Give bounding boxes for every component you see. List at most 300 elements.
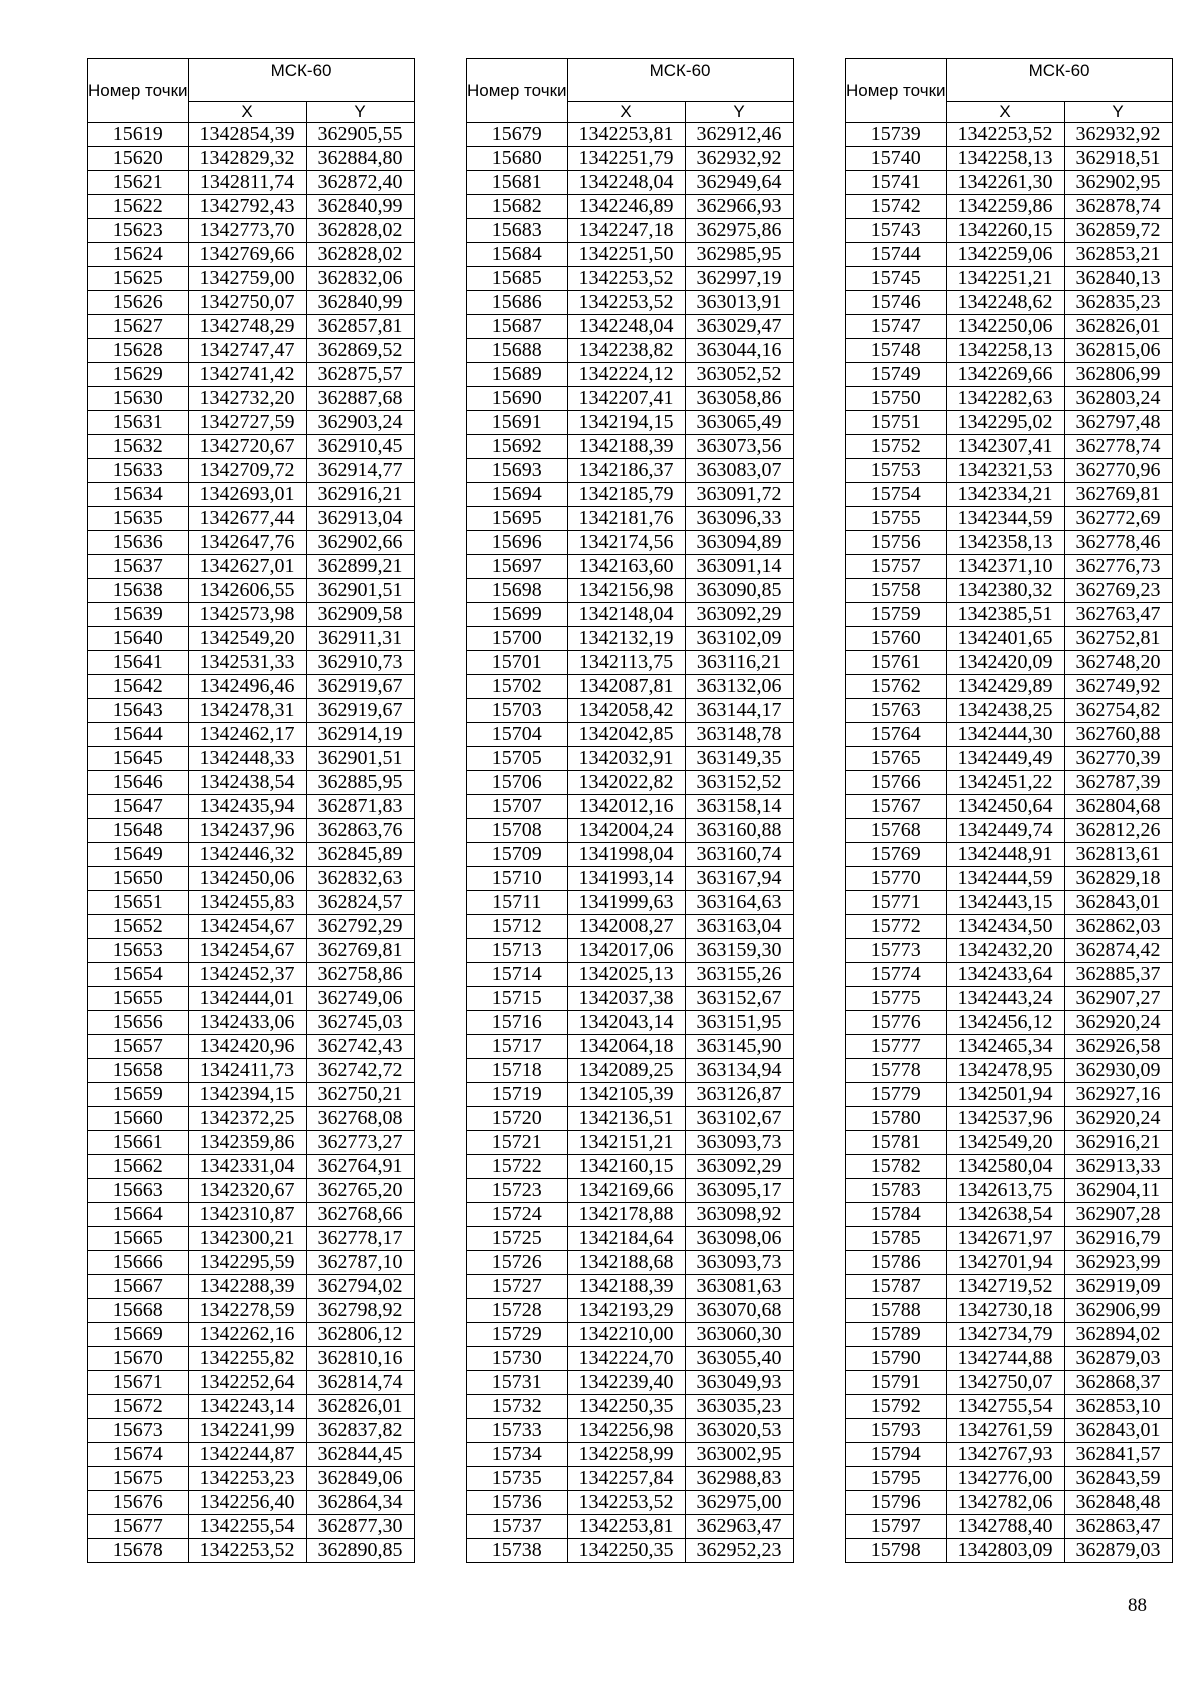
table-row — [846, 1059, 1173, 1083]
x-coordinate-cell: 1342250,35 — [567, 1539, 685, 1563]
table-row — [846, 363, 1173, 387]
table-row — [467, 1203, 794, 1227]
table-row — [467, 747, 794, 771]
point-number-cell: 15714 — [467, 963, 568, 987]
y-coordinate-cell: 362890,85 — [306, 1539, 414, 1563]
y-coordinate-cell: 362806,99 — [1064, 363, 1172, 387]
point-number-cell: 15622 — [88, 195, 189, 219]
y-coordinate-cell: 362966,93 — [685, 195, 793, 219]
table-row — [846, 627, 1173, 651]
coordinates-table-1 — [87, 58, 415, 1563]
x-coordinate-cell: 1342017,06 — [567, 939, 685, 963]
point-number-cell: 15713 — [467, 939, 568, 963]
table-row — [88, 507, 415, 531]
point-number-cell: 15781 — [846, 1131, 947, 1155]
table-row — [846, 1299, 1173, 1323]
y-coordinate-cell: 363148,78 — [685, 723, 793, 747]
x-coordinate-cell: 1342261,30 — [946, 171, 1064, 195]
point-number-cell: 15647 — [88, 795, 189, 819]
x-coordinate-cell: 1342462,17 — [188, 723, 306, 747]
table-row — [467, 1371, 794, 1395]
table-row — [467, 1395, 794, 1419]
y-coordinate-cell: 362828,02 — [306, 243, 414, 267]
point-number-cell: 15630 — [88, 387, 189, 411]
point-number-cell: 15697 — [467, 555, 568, 579]
point-number-cell: 15790 — [846, 1347, 947, 1371]
y-coordinate-cell: 362910,45 — [306, 435, 414, 459]
table-row — [467, 1059, 794, 1083]
point-number-cell: 15694 — [467, 483, 568, 507]
x-coordinate-cell: 1342169,66 — [567, 1179, 685, 1203]
x-column-header: X — [946, 102, 1064, 123]
x-coordinate-cell: 1342248,04 — [567, 171, 685, 195]
point-number-cell: 15664 — [88, 1203, 189, 1227]
y-coordinate-cell: 362920,24 — [1064, 1107, 1172, 1131]
point-number-cell: 15638 — [88, 579, 189, 603]
x-coordinate-cell: 1342434,50 — [946, 915, 1064, 939]
x-coordinate-cell: 1342444,30 — [946, 723, 1064, 747]
point-number-cell: 15663 — [88, 1179, 189, 1203]
table-row — [846, 939, 1173, 963]
y-coordinate-cell: 362863,47 — [1064, 1515, 1172, 1539]
x-coordinate-cell: 1342307,41 — [946, 435, 1064, 459]
y-coordinate-cell: 362932,92 — [1064, 123, 1172, 147]
point-number-cell: 15718 — [467, 1059, 568, 1083]
y-coordinate-cell: 363159,30 — [685, 939, 793, 963]
y-coordinate-cell: 362918,51 — [1064, 147, 1172, 171]
table-row — [846, 243, 1173, 267]
point-number-cell: 15666 — [88, 1251, 189, 1275]
table-row — [846, 1203, 1173, 1227]
y-coordinate-cell: 362813,61 — [1064, 843, 1172, 867]
y-coordinate-cell: 362845,89 — [306, 843, 414, 867]
x-coordinate-cell: 1342454,67 — [188, 939, 306, 963]
table-row — [467, 1083, 794, 1107]
table-row — [846, 1467, 1173, 1491]
y-coordinate-cell: 362975,86 — [685, 219, 793, 243]
table-row — [88, 147, 415, 171]
point-number-cell: 15761 — [846, 651, 947, 675]
y-coordinate-cell: 362916,21 — [306, 483, 414, 507]
x-coordinate-cell: 1342438,54 — [188, 771, 306, 795]
point-number-cell: 15627 — [88, 315, 189, 339]
x-coordinate-cell: 1342829,32 — [188, 147, 306, 171]
point-number-cell: 15710 — [467, 867, 568, 891]
point-number-cell: 15712 — [467, 915, 568, 939]
x-coordinate-cell: 1342224,12 — [567, 363, 685, 387]
y-coordinate-cell: 362749,92 — [1064, 675, 1172, 699]
table-row — [846, 555, 1173, 579]
y-coordinate-cell: 362769,23 — [1064, 579, 1172, 603]
point-number-cell: 15773 — [846, 939, 947, 963]
table-row — [467, 867, 794, 891]
y-coordinate-cell: 362849,06 — [306, 1467, 414, 1491]
y-coordinate-cell: 362912,46 — [685, 123, 793, 147]
x-coordinate-cell: 1342058,42 — [567, 699, 685, 723]
x-coordinate-cell: 1342720,67 — [188, 435, 306, 459]
point-number-cell: 15762 — [846, 675, 947, 699]
x-column-header: X — [188, 102, 306, 123]
x-coordinate-cell: 1342181,76 — [567, 507, 685, 531]
x-coordinate-cell: 1342331,04 — [188, 1155, 306, 1179]
x-coordinate-cell: 1342693,01 — [188, 483, 306, 507]
y-coordinate-cell: 362885,95 — [306, 771, 414, 795]
table-row — [467, 843, 794, 867]
point-number-cell: 15661 — [88, 1131, 189, 1155]
table-row — [467, 1323, 794, 1347]
x-coordinate-cell: 1342248,62 — [946, 291, 1064, 315]
x-coordinate-cell: 1342531,33 — [188, 651, 306, 675]
x-coordinate-cell: 1342429,89 — [946, 675, 1064, 699]
point-number-cell: 15748 — [846, 339, 947, 363]
y-coordinate-cell: 362798,92 — [306, 1299, 414, 1323]
point-number-cell: 15708 — [467, 819, 568, 843]
table-row — [88, 483, 415, 507]
y-coordinate-cell: 363083,07 — [685, 459, 793, 483]
x-coordinate-cell: 1342501,94 — [946, 1083, 1064, 1107]
point-number-cell: 15725 — [467, 1227, 568, 1251]
point-number-cell: 15634 — [88, 483, 189, 507]
x-coordinate-cell: 1342256,98 — [567, 1419, 685, 1443]
point-number-cell: 15675 — [88, 1467, 189, 1491]
x-coordinate-cell: 1342188,68 — [567, 1251, 685, 1275]
y-coordinate-cell: 362826,01 — [306, 1395, 414, 1419]
table-row — [467, 699, 794, 723]
y-coordinate-cell: 362926,58 — [1064, 1035, 1172, 1059]
x-coordinate-cell: 1342443,15 — [946, 891, 1064, 915]
point-number-cell: 15619 — [88, 123, 189, 147]
table-row — [88, 171, 415, 195]
table-row — [846, 1347, 1173, 1371]
table-row — [846, 1323, 1173, 1347]
x-coordinate-cell: 1342251,79 — [567, 147, 685, 171]
table-row — [88, 915, 415, 939]
table-row — [846, 843, 1173, 867]
point-number-header: Номер точки — [88, 59, 189, 123]
x-coordinate-cell: 1342188,39 — [567, 1275, 685, 1299]
table-body — [846, 123, 1173, 1563]
x-coordinate-cell: 1342064,18 — [567, 1035, 685, 1059]
table-row — [846, 339, 1173, 363]
point-number-cell: 15742 — [846, 195, 947, 219]
y-coordinate-cell: 362853,10 — [1064, 1395, 1172, 1419]
x-coordinate-cell: 1342444,59 — [946, 867, 1064, 891]
x-coordinate-cell: 1342207,41 — [567, 387, 685, 411]
x-coordinate-cell: 1342185,79 — [567, 483, 685, 507]
y-coordinate-cell: 362806,12 — [306, 1323, 414, 1347]
y-coordinate-cell: 363098,06 — [685, 1227, 793, 1251]
table-row — [467, 1251, 794, 1275]
table-row — [467, 1491, 794, 1515]
x-coordinate-cell: 1342446,32 — [188, 843, 306, 867]
point-number-cell: 15690 — [467, 387, 568, 411]
table-row — [846, 219, 1173, 243]
y-coordinate-cell: 362877,30 — [306, 1515, 414, 1539]
table-row — [88, 1539, 415, 1563]
x-coordinate-cell: 1342606,55 — [188, 579, 306, 603]
x-coordinate-cell: 1342496,46 — [188, 675, 306, 699]
x-coordinate-cell: 1342160,15 — [567, 1155, 685, 1179]
table-row — [88, 867, 415, 891]
x-coordinate-cell: 1342247,18 — [567, 219, 685, 243]
x-coordinate-cell: 1342244,87 — [188, 1443, 306, 1467]
point-number-cell: 15726 — [467, 1251, 568, 1275]
table-row — [88, 1299, 415, 1323]
point-number-cell: 15639 — [88, 603, 189, 627]
y-coordinate-cell: 363020,53 — [685, 1419, 793, 1443]
x-coordinate-cell: 1342773,70 — [188, 219, 306, 243]
x-coordinate-cell: 1342438,25 — [946, 699, 1064, 723]
point-number-cell: 15667 — [88, 1275, 189, 1299]
table-row — [88, 939, 415, 963]
table-row — [88, 1323, 415, 1347]
table-row — [467, 627, 794, 651]
x-coordinate-cell: 1342450,64 — [946, 795, 1064, 819]
x-coordinate-cell: 1342043,14 — [567, 1011, 685, 1035]
table-row — [467, 1107, 794, 1131]
table-row — [88, 771, 415, 795]
x-coordinate-cell: 1342246,89 — [567, 195, 685, 219]
y-coordinate-cell: 362869,52 — [306, 339, 414, 363]
x-coordinate-cell: 1342042,85 — [567, 723, 685, 747]
y-coordinate-cell: 363152,52 — [685, 771, 793, 795]
x-coordinate-cell: 1342295,59 — [188, 1251, 306, 1275]
y-coordinate-cell: 362872,40 — [306, 171, 414, 195]
y-coordinate-cell: 362885,37 — [1064, 963, 1172, 987]
x-coordinate-cell: 1342253,81 — [567, 123, 685, 147]
point-number-cell: 15737 — [467, 1515, 568, 1539]
point-number-cell: 15649 — [88, 843, 189, 867]
table-row — [846, 699, 1173, 723]
table-row — [88, 1419, 415, 1443]
y-coordinate-cell: 362787,39 — [1064, 771, 1172, 795]
point-number-cell: 15636 — [88, 531, 189, 555]
x-coordinate-cell: 1342677,44 — [188, 507, 306, 531]
table-row — [846, 1275, 1173, 1299]
point-number-cell: 15765 — [846, 747, 947, 771]
y-coordinate-cell: 362864,34 — [306, 1491, 414, 1515]
x-coordinate-cell: 1342250,35 — [567, 1395, 685, 1419]
y-coordinate-cell: 362763,47 — [1064, 603, 1172, 627]
x-coordinate-cell: 1342253,52 — [946, 123, 1064, 147]
y-coordinate-cell: 362844,45 — [306, 1443, 414, 1467]
y-coordinate-cell: 362932,92 — [685, 147, 793, 171]
table-row — [467, 1443, 794, 1467]
y-coordinate-cell: 363029,47 — [685, 315, 793, 339]
coordinate-system-header: МСК-60 — [946, 59, 1172, 102]
point-number-cell: 15738 — [467, 1539, 568, 1563]
y-coordinate-cell: 363094,89 — [685, 531, 793, 555]
x-coordinate-cell: 1342239,40 — [567, 1371, 685, 1395]
y-coordinate-cell: 362797,48 — [1064, 411, 1172, 435]
table-row — [846, 195, 1173, 219]
table-row — [846, 867, 1173, 891]
table-row — [467, 1347, 794, 1371]
x-coordinate-cell: 1342748,29 — [188, 315, 306, 339]
y-coordinate-cell: 362754,82 — [1064, 699, 1172, 723]
table-row — [88, 1035, 415, 1059]
table-row — [88, 627, 415, 651]
table-row — [467, 1467, 794, 1491]
y-coordinate-cell: 363134,94 — [685, 1059, 793, 1083]
x-coordinate-cell: 1342251,50 — [567, 243, 685, 267]
point-number-cell: 15701 — [467, 651, 568, 675]
y-coordinate-cell: 362803,24 — [1064, 387, 1172, 411]
table-row — [88, 1059, 415, 1083]
y-coordinate-cell: 363065,49 — [685, 411, 793, 435]
point-number-cell: 15651 — [88, 891, 189, 915]
point-number-cell: 15652 — [88, 915, 189, 939]
point-number-cell: 15750 — [846, 387, 947, 411]
point-number-cell: 15716 — [467, 1011, 568, 1035]
x-coordinate-cell: 1342433,64 — [946, 963, 1064, 987]
y-coordinate-cell: 362804,68 — [1064, 795, 1172, 819]
table-row — [467, 891, 794, 915]
x-coordinate-cell: 1342238,82 — [567, 339, 685, 363]
x-coordinate-cell: 1342089,25 — [567, 1059, 685, 1083]
x-coordinate-cell: 1342188,39 — [567, 435, 685, 459]
y-coordinate-cell: 362894,02 — [1064, 1323, 1172, 1347]
table-row — [467, 723, 794, 747]
y-coordinate-cell: 362884,80 — [306, 147, 414, 171]
table-row — [467, 579, 794, 603]
point-number-cell: 15729 — [467, 1323, 568, 1347]
y-coordinate-cell: 362901,51 — [306, 579, 414, 603]
x-coordinate-cell: 1342156,98 — [567, 579, 685, 603]
table-row — [467, 1011, 794, 1035]
point-number-cell: 15722 — [467, 1155, 568, 1179]
x-coordinate-cell: 1342803,09 — [946, 1539, 1064, 1563]
coordinate-system-header: МСК-60 — [567, 59, 793, 102]
y-coordinate-cell: 362949,64 — [685, 171, 793, 195]
y-coordinate-cell: 362859,72 — [1064, 219, 1172, 243]
y-coordinate-cell: 362750,21 — [306, 1083, 414, 1107]
y-coordinate-cell: 363155,26 — [685, 963, 793, 987]
y-coordinate-cell: 362829,18 — [1064, 867, 1172, 891]
table-row — [88, 1491, 415, 1515]
x-coordinate-cell: 1342224,70 — [567, 1347, 685, 1371]
y-coordinate-cell: 363095,17 — [685, 1179, 793, 1203]
x-coordinate-cell: 1342371,10 — [946, 555, 1064, 579]
point-number-cell: 15654 — [88, 963, 189, 987]
point-number-cell: 15733 — [467, 1419, 568, 1443]
point-number-cell: 15727 — [467, 1275, 568, 1299]
x-coordinate-cell: 1342004,24 — [567, 819, 685, 843]
point-number-cell: 15650 — [88, 867, 189, 891]
table-row — [88, 699, 415, 723]
y-coordinate-cell: 362916,79 — [1064, 1227, 1172, 1251]
point-number-cell: 15625 — [88, 267, 189, 291]
table-row — [88, 435, 415, 459]
point-number-cell: 15796 — [846, 1491, 947, 1515]
point-number-cell: 15659 — [88, 1083, 189, 1107]
x-coordinate-cell: 1342250,06 — [946, 315, 1064, 339]
table-row — [88, 675, 415, 699]
point-number-cell: 15728 — [467, 1299, 568, 1323]
point-number-cell: 15788 — [846, 1299, 947, 1323]
table-row — [467, 1227, 794, 1251]
y-column-header: Y — [685, 102, 793, 123]
point-number-cell: 15753 — [846, 459, 947, 483]
table-row — [467, 771, 794, 795]
point-number-cell: 15621 — [88, 171, 189, 195]
y-coordinate-cell: 363070,68 — [685, 1299, 793, 1323]
table-row — [846, 1371, 1173, 1395]
point-number-cell: 15704 — [467, 723, 568, 747]
point-number-cell: 15769 — [846, 843, 947, 867]
point-number-header: Номер точки — [467, 59, 568, 123]
y-coordinate-cell: 362887,68 — [306, 387, 414, 411]
y-coordinate-cell: 363091,14 — [685, 555, 793, 579]
y-coordinate-cell: 362742,43 — [306, 1035, 414, 1059]
table-row — [846, 1395, 1173, 1419]
x-column-header: X — [567, 102, 685, 123]
table-row — [88, 1011, 415, 1035]
point-number-cell: 15747 — [846, 315, 947, 339]
y-coordinate-cell: 363126,87 — [685, 1083, 793, 1107]
table-row — [467, 267, 794, 291]
table-row — [88, 459, 415, 483]
table-row — [467, 147, 794, 171]
x-coordinate-cell: 1342792,43 — [188, 195, 306, 219]
x-coordinate-cell: 1342255,82 — [188, 1347, 306, 1371]
y-coordinate-cell: 362985,95 — [685, 243, 793, 267]
point-number-cell: 15732 — [467, 1395, 568, 1419]
table-row — [846, 1083, 1173, 1107]
table-row — [467, 315, 794, 339]
table-row — [846, 771, 1173, 795]
x-coordinate-cell: 1342258,13 — [946, 339, 1064, 363]
point-number-cell: 15770 — [846, 867, 947, 891]
table-row — [88, 1155, 415, 1179]
y-coordinate-cell: 362913,04 — [306, 507, 414, 531]
table-row — [88, 1443, 415, 1467]
table-row — [846, 315, 1173, 339]
y-coordinate-cell: 362832,63 — [306, 867, 414, 891]
x-coordinate-cell: 1342243,14 — [188, 1395, 306, 1419]
y-coordinate-cell: 362902,95 — [1064, 171, 1172, 195]
table-row — [88, 123, 415, 147]
point-number-cell: 15655 — [88, 987, 189, 1011]
table-row — [846, 579, 1173, 603]
table-row — [846, 1107, 1173, 1131]
x-coordinate-cell: 1342321,53 — [946, 459, 1064, 483]
y-coordinate-cell: 363002,95 — [685, 1443, 793, 1467]
point-number-cell: 15689 — [467, 363, 568, 387]
point-number-cell: 15631 — [88, 411, 189, 435]
point-number-cell: 15745 — [846, 267, 947, 291]
y-coordinate-cell: 363102,09 — [685, 627, 793, 651]
y-column-header: Y — [1064, 102, 1172, 123]
point-number-cell: 15717 — [467, 1035, 568, 1059]
x-coordinate-cell: 1342647,76 — [188, 531, 306, 555]
point-number-cell: 15632 — [88, 435, 189, 459]
table-row — [846, 1515, 1173, 1539]
table-row — [846, 1419, 1173, 1443]
y-coordinate-cell: 362815,06 — [1064, 339, 1172, 363]
x-coordinate-cell: 1342334,21 — [946, 483, 1064, 507]
y-coordinate-cell: 362857,81 — [306, 315, 414, 339]
table-row — [846, 1035, 1173, 1059]
y-coordinate-cell: 362902,66 — [306, 531, 414, 555]
y-coordinate-cell: 363096,33 — [685, 507, 793, 531]
table-row — [88, 1107, 415, 1131]
table-row — [88, 843, 415, 867]
y-coordinate-cell: 362899,21 — [306, 555, 414, 579]
x-coordinate-cell: 1342282,63 — [946, 387, 1064, 411]
table-row — [467, 555, 794, 579]
point-number-cell: 15751 — [846, 411, 947, 435]
